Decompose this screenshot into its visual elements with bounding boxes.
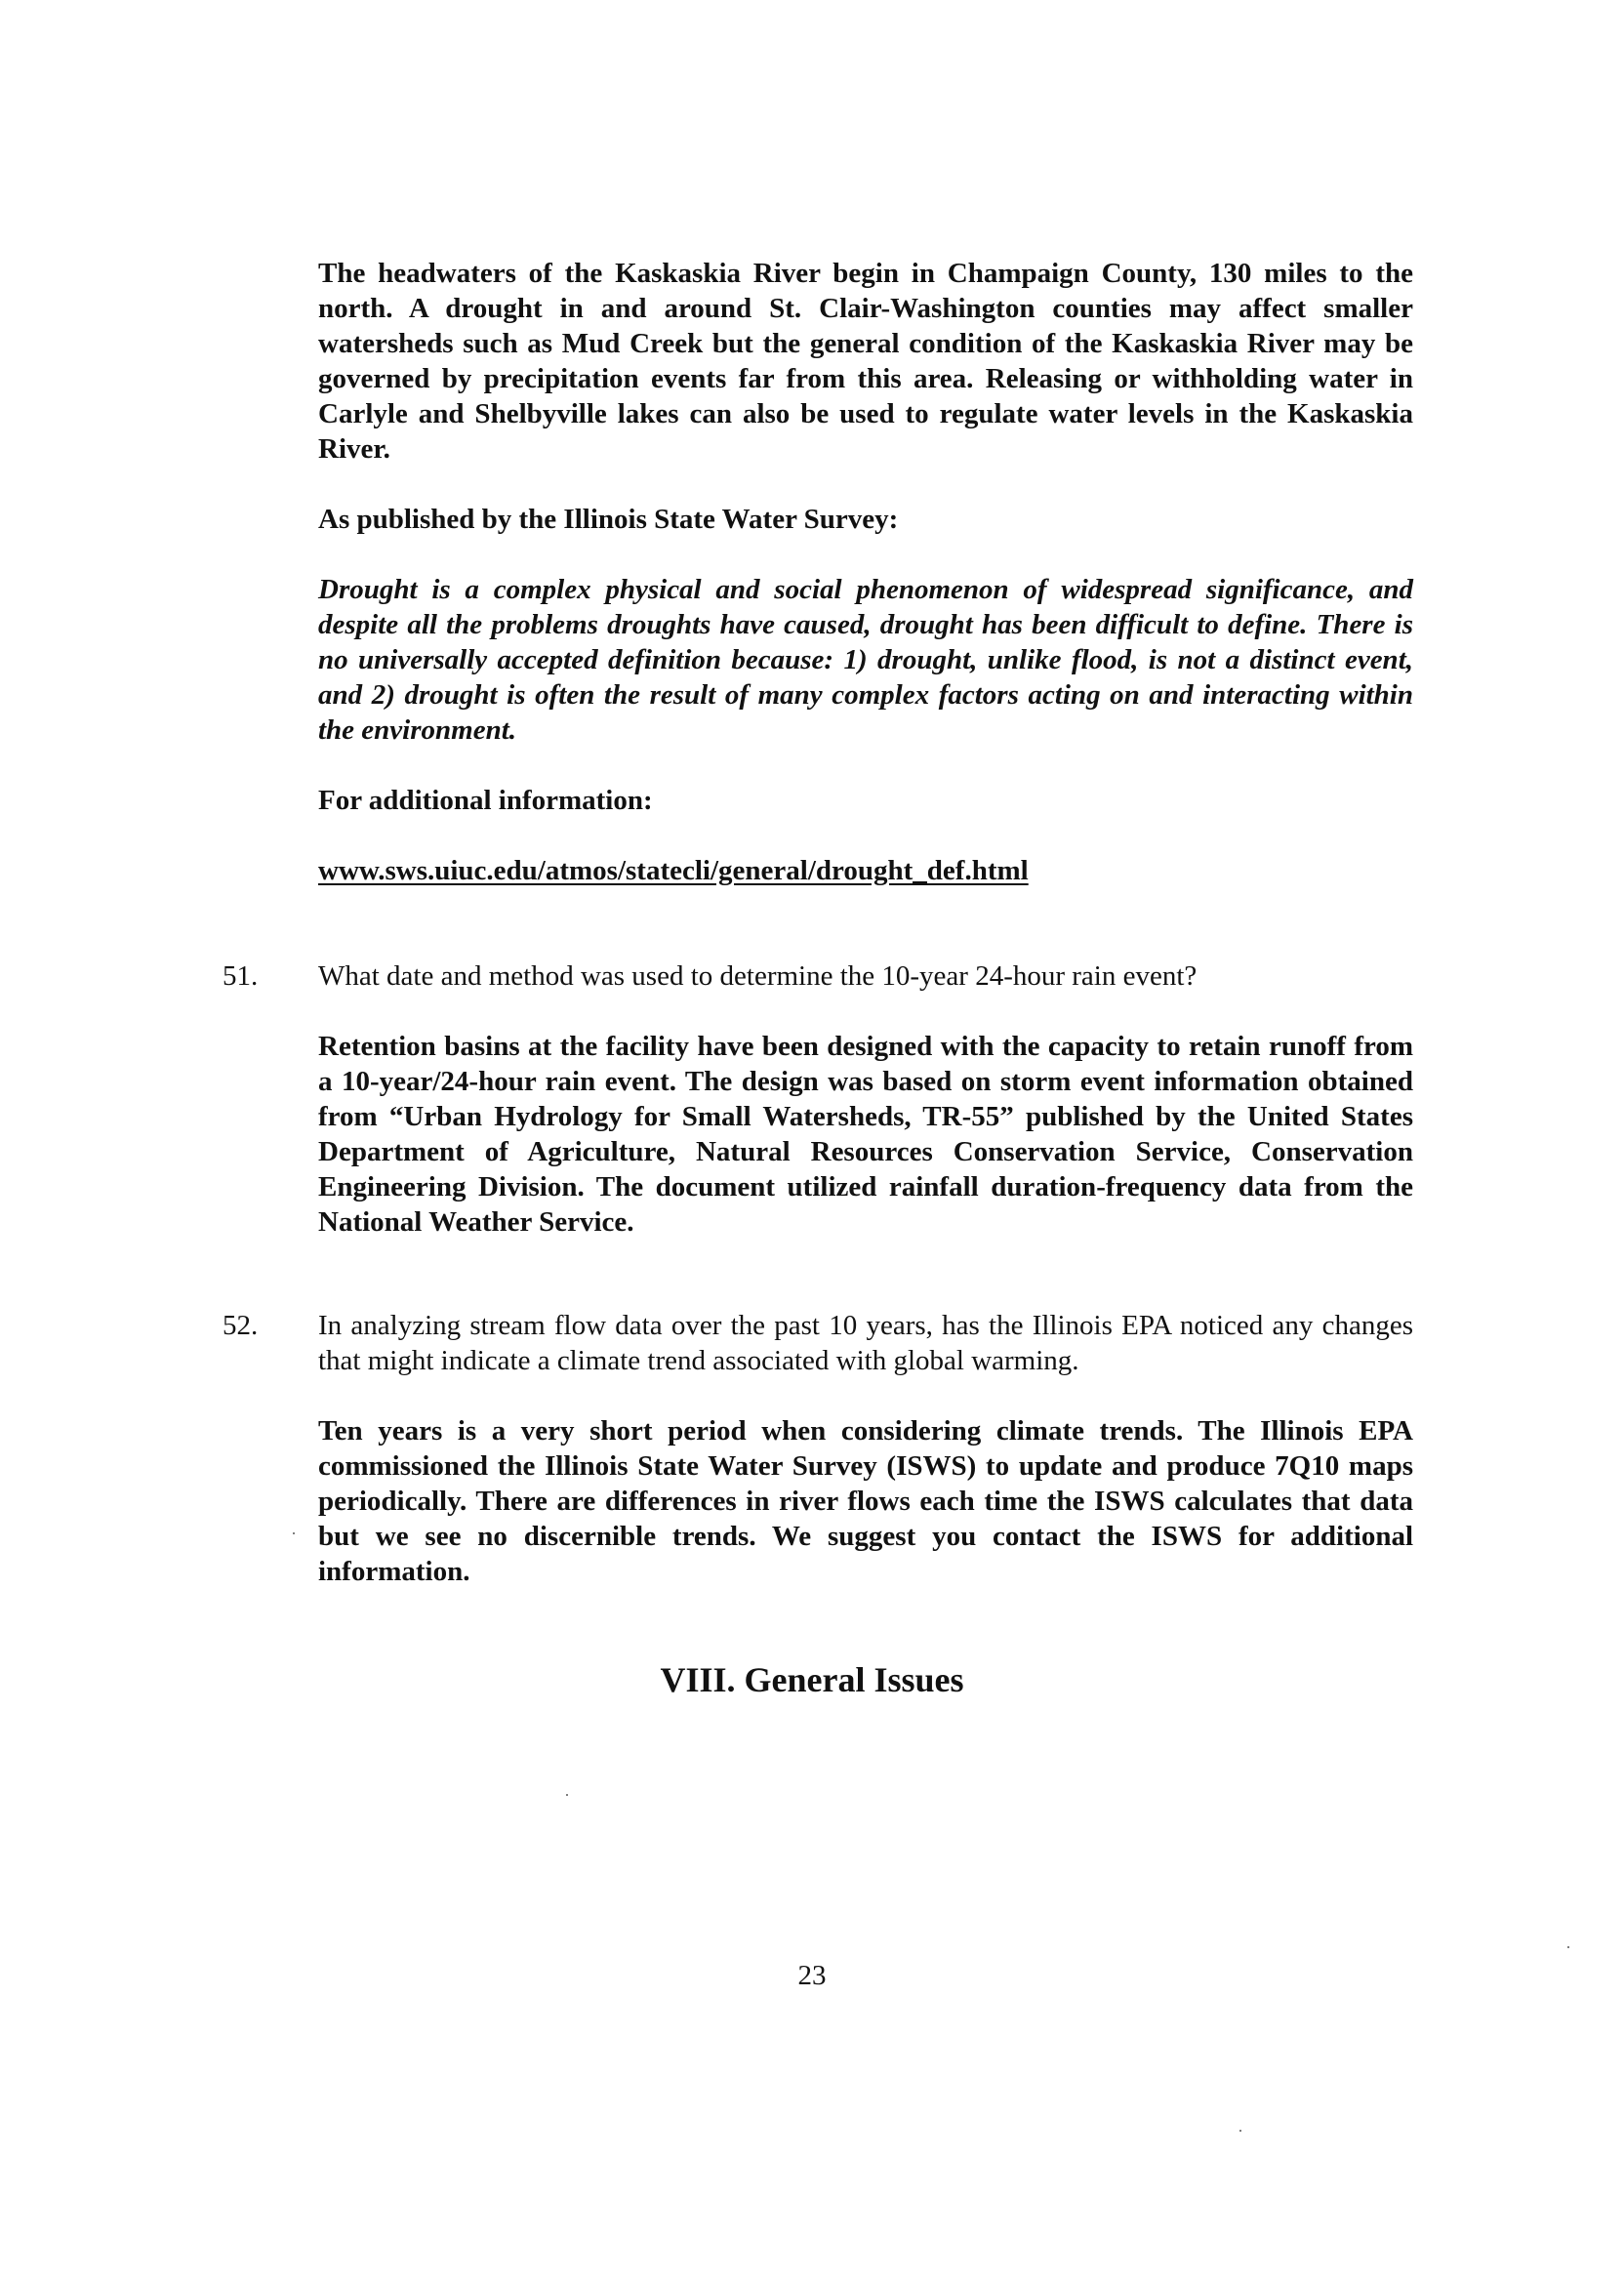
question-51-number: 51. bbox=[223, 960, 259, 992]
page-number: 23 bbox=[797, 1960, 827, 1991]
scan-speck bbox=[566, 1794, 568, 1796]
question-52-text: In analyzing stream flow data over the past 10 years, has the Illinois EPA noticed any changes that might indicate a climate trend associated with global warming. bbox=[318, 1310, 1413, 1376]
question-52-number: 52. bbox=[223, 1310, 259, 1341]
answer-51: Retention basins at the facility have been designed with the capacity to retain runoff from a 10-year/24-hour rain event. The design was based on storm event information obtained from “Urban Hydrology for Small Watersheds, TR-55” published by the United States Department of Agriculture, Natural Resources Conservation Service, Conservation Engineering Division. The document utilized rainfall duration-frequency data from the National Weather Service. bbox=[318, 1031, 1413, 1238]
scan-speck bbox=[1239, 2130, 1241, 2132]
drought-quote: Drought is a complex physical and social phenomenon of widespread significance, and despite all the problems droughts have caused, drought has been difficult to define. There is no universally accepted definition because: 1) drought, unlike flood, is not a distinct event, and 2) drought is often the result of many complex factors acting on and interacting within the environment. bbox=[318, 574, 1413, 746]
scan-speck bbox=[293, 1532, 295, 1534]
additional-info-label: For additional information: bbox=[318, 785, 653, 816]
published-by-line: As published by the Illinois State Water Survey: bbox=[318, 504, 899, 535]
scan-speck bbox=[1567, 1946, 1569, 1948]
answer-52: Ten years is a very short period when considering climate trends. The Illinois EPA commissioned the Illinois State Water Survey (ISWS) to update and produce 7Q10 maps periodically. There are differences in river flows each time the ISWS calculates that data but we see no discernible trends. We suggest you contact the ISWS for additional information. bbox=[318, 1415, 1413, 1587]
section-heading: VIII. General Issues bbox=[660, 1660, 964, 1699]
drought-definition-link[interactable]: www.sws.uiuc.edu/atmos/statecli/general/drought_def.html bbox=[318, 855, 1029, 886]
headwaters-paragraph: The headwaters of the Kaskaskia River begin in Champaign County, 130 miles to the north. A drought in and around St. Clair-Washington counties may affect smaller watersheds such as Mud Creek but the general condition of the Kaskaskia River may be governed by precipitation events far from this area. Releasing or withholding water in Carlyle and Shelbyville lakes can also be used to regulate water levels in the Kaskaskia River. bbox=[318, 258, 1413, 465]
question-51-text: What date and method was used to determine the 10-year 24-hour rain event? bbox=[318, 960, 1198, 992]
